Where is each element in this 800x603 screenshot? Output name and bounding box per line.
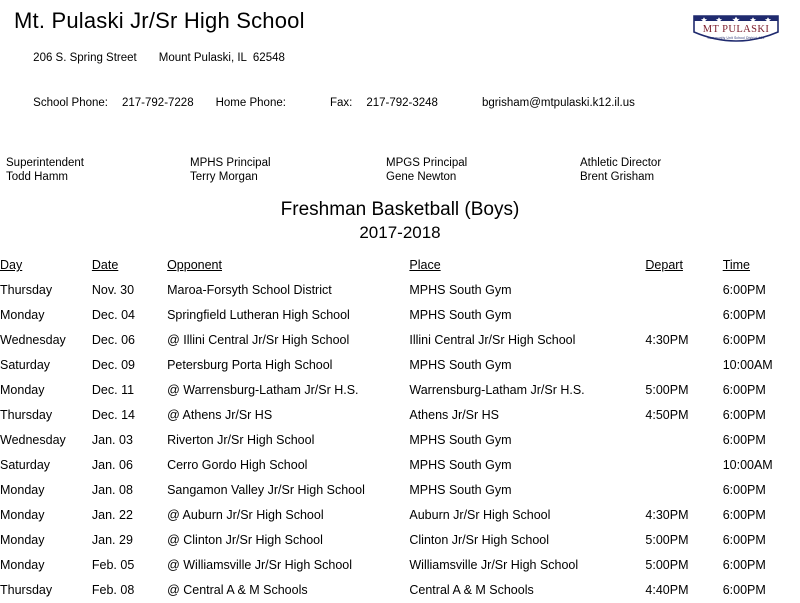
cell-opponent: @ Illini Central Jr/Sr High School [167, 333, 350, 347]
cell-day: Thursday [0, 583, 53, 597]
cell-depart: 5:00PM [645, 533, 689, 547]
cell-opponent: @ Warrensburg-Latham Jr/Sr H.S. [167, 383, 359, 397]
cell-place: Athens Jr/Sr HS [409, 408, 499, 422]
cell-place: Clinton Jr/Sr High School [409, 533, 550, 547]
cell-date: Feb. 05 [91, 558, 135, 572]
cell-day: Monday [0, 508, 45, 522]
staff-title: Superintendent [6, 157, 85, 169]
cell-opponent: @ Clinton Jr/Sr High School [167, 533, 323, 547]
cell-depart: 4:30PM [645, 333, 689, 347]
school-phone-value: 217-792-7228 [121, 97, 194, 109]
cell-opponent: @ Central A & M Schools [167, 583, 308, 597]
contact-line [14, 81, 786, 126]
school-logo [688, 10, 784, 54]
table-row [0, 553, 800, 578]
table-row [0, 428, 800, 453]
cell-day: Wednesday [0, 333, 66, 347]
table-row [0, 278, 800, 303]
cell-date: Jan. 06 [91, 458, 133, 472]
staff-person: Brent Grisham [580, 171, 655, 183]
staff-person: Terry Morgan [190, 171, 258, 183]
cell-place: MPHS South Gym [409, 458, 512, 472]
cell-depart [645, 278, 722, 303]
table-header-row [0, 258, 800, 278]
column-header-depart: Depart [645, 258, 683, 272]
cell-date: Jan. 22 [91, 508, 133, 522]
cell-time: 6:00PM [722, 483, 766, 497]
cell-date: Jan. 29 [91, 533, 133, 547]
svg-text:MT PULASKI: MT PULASKI [702, 24, 770, 35]
cell-place: Central A & M Schools [409, 583, 534, 597]
cell-depart: 4:50PM [645, 408, 689, 422]
cell-place: MPHS South Gym [409, 358, 512, 372]
table-row [0, 528, 800, 553]
cell-opponent: Riverton Jr/Sr High School [167, 433, 315, 447]
cell-day: Saturday [0, 358, 51, 372]
table-row [0, 578, 800, 603]
cell-opponent: @ Athens Jr/Sr HS [167, 408, 273, 422]
cell-date: Jan. 03 [91, 433, 133, 447]
cell-depart [645, 478, 722, 503]
cell-opponent: Petersburg Porta High School [167, 358, 333, 372]
cell-time: 6:00PM [722, 433, 766, 447]
cell-day: Monday [0, 483, 45, 497]
column-header-day: Day [0, 258, 23, 272]
cell-depart [645, 303, 722, 328]
cell-opponent: Maroa-Forsyth School District [167, 283, 332, 297]
fax-value: 217-792-3248 [366, 97, 438, 109]
cell-date: Feb. 08 [91, 583, 135, 597]
cell-date: Dec. 11 [91, 383, 135, 397]
cell-depart [645, 428, 722, 453]
table-row [0, 453, 800, 478]
staff-mphs-principal [190, 156, 271, 184]
table-row [0, 378, 800, 403]
cell-day: Saturday [0, 458, 51, 472]
cell-depart [645, 453, 722, 478]
cell-opponent: Cerro Gordo High School [167, 458, 308, 472]
fax-label: Fax: [329, 97, 353, 109]
cell-time: 10:00AM [722, 358, 773, 372]
cell-depart: 5:00PM [645, 383, 689, 397]
document-header [0, 0, 800, 126]
cell-day: Thursday [0, 283, 53, 297]
home-phone-label: Home Phone: [215, 97, 286, 109]
staff-title: MPGS Principal [386, 157, 468, 169]
cell-depart [645, 353, 722, 378]
cell-place: Auburn Jr/Sr High School [409, 508, 551, 522]
school-phone-label: School Phone: [33, 97, 108, 109]
cell-place: MPHS South Gym [409, 483, 512, 497]
cell-time: 6:00PM [722, 333, 766, 347]
staff-person: Gene Newton [386, 171, 457, 183]
cell-time: 10:00AM [722, 458, 773, 472]
table-row [0, 303, 800, 328]
cell-date: Dec. 06 [91, 333, 135, 347]
cell-place: Warrensburg-Latham Jr/Sr H.S. [409, 383, 585, 397]
cell-place: Illini Central Jr/Sr High School [409, 333, 576, 347]
cell-day: Monday [0, 383, 45, 397]
cell-day: Wednesday [0, 433, 66, 447]
cell-time: 6:00PM [722, 583, 766, 597]
cell-place: Williamsville Jr/Sr High School [409, 558, 579, 572]
column-header-time: Time [722, 258, 751, 272]
cell-day: Monday [0, 308, 45, 322]
staff-title: Athletic Director [580, 157, 662, 169]
svg-text:Community Unit School District: Community Unit School District #23 [707, 36, 765, 40]
column-header-opponent: Opponent [167, 258, 222, 272]
cell-day: Thursday [0, 408, 53, 422]
cell-day: Monday [0, 533, 45, 547]
cell-time: 6:00PM [722, 383, 766, 397]
cell-opponent: @ Auburn Jr/Sr High School [167, 508, 324, 522]
cell-place: MPHS South Gym [409, 433, 512, 447]
column-header-place: Place [409, 258, 441, 272]
staff-mpgs-principal [386, 156, 467, 184]
cell-time: 6:00PM [722, 558, 766, 572]
cell-time: 6:00PM [722, 533, 766, 547]
table-row [0, 353, 800, 378]
schedule-season: 2017-2018 [359, 223, 441, 242]
address-line [14, 36, 786, 81]
street-address: 206 S. Spring Street [33, 52, 137, 64]
staff-title: MPHS Principal [190, 157, 271, 169]
cell-opponent: Springfield Lutheran High School [167, 308, 350, 322]
staff-athletic-director [580, 156, 661, 184]
cell-opponent: Sangamon Valley Jr/Sr High School [167, 483, 365, 497]
staff-superintendent [6, 156, 84, 184]
cell-depart: 5:00PM [645, 558, 689, 572]
cell-date: Dec. 09 [91, 358, 135, 372]
schedule-body [0, 278, 800, 603]
cell-depart: 4:30PM [645, 508, 689, 522]
page-title: Mt. Pulaski Jr/Sr High School [14, 8, 305, 33]
cell-date: Nov. 30 [91, 283, 135, 297]
cell-time: 6:00PM [722, 408, 766, 422]
cell-time: 6:00PM [722, 308, 766, 322]
schedule-title: Freshman Basketball (Boys) [280, 199, 520, 220]
table-row [0, 403, 800, 428]
table-row [0, 478, 800, 503]
column-header-date: Date [91, 258, 119, 272]
cell-depart: 4:40PM [645, 583, 689, 597]
cell-day: Monday [0, 558, 45, 572]
table-row [0, 503, 800, 528]
cell-opponent: @ Williamsville Jr/Sr High School [167, 558, 353, 572]
cell-date: Jan. 08 [91, 483, 133, 497]
table-row [0, 328, 800, 353]
cell-time: 6:00PM [722, 283, 766, 297]
cell-place: MPHS South Gym [409, 283, 512, 297]
staff-row [0, 156, 800, 194]
cell-date: Dec. 04 [91, 308, 135, 322]
email-address: bgrisham@mtpulaski.k12.il.us [481, 97, 635, 109]
cell-place: MPHS South Gym [409, 308, 512, 322]
logo-graphic [688, 10, 784, 54]
cell-date: Dec. 14 [91, 408, 135, 422]
cell-time: 6:00PM [722, 508, 766, 522]
schedule-table [0, 258, 800, 603]
city-state-zip: Mount Pulaski, IL 62548 [158, 52, 285, 64]
staff-person: Todd Hamm [6, 171, 68, 183]
